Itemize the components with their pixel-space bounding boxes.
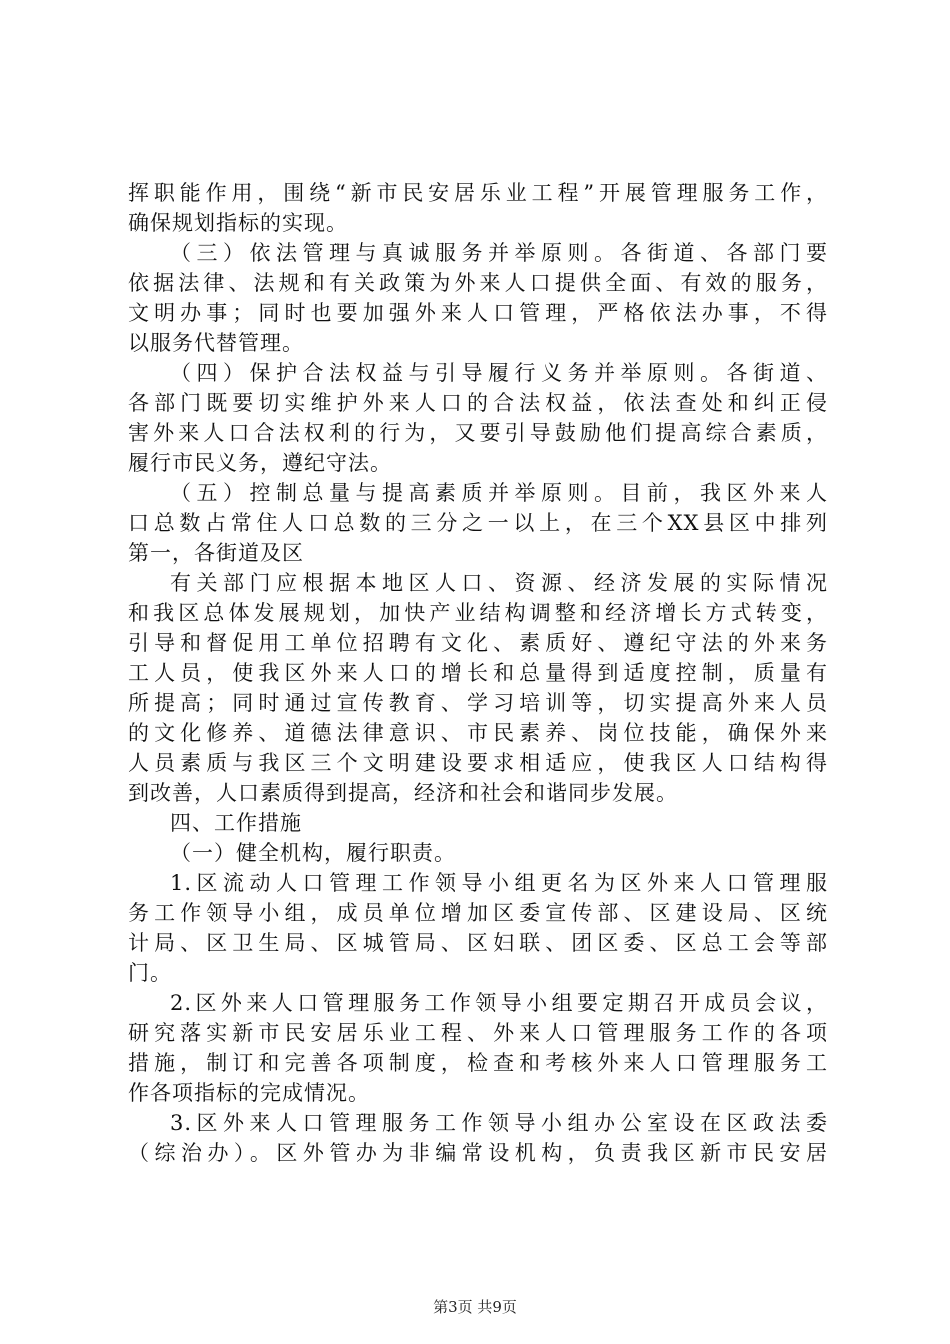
text-line: 引导和督促用工单位招聘有文化、素质好、遵纪守法的外来务 [128,631,828,655]
text-line: 有关部门应根据本地区人口、资源、经济发展的实际情况 [170,571,828,595]
text-line: 履行市民义务，遵纪守法。 [128,451,392,475]
text-line: 以服务代替管理。 [128,331,304,355]
text-line: （五）控制总量与提高素质并举原则。目前，我区外来人 [170,481,828,505]
text-line: 文明办事；同时也要加强外来人口管理，严格依法办事，不得 [128,301,828,325]
text-line: 作各项指标的完成情况。 [128,1081,370,1105]
text-line: 务工作领导小组，成员单位增加区委宣传部、区建设局、区统 [128,901,828,925]
text-line: 挥职能作用，围绕“新市民安居乐业工程”开展管理服务工作， [128,181,828,205]
text-line: 措施，制订和完善各项制度，检查和考核外来人口管理服务工 [128,1051,828,1075]
text-line: 所提高；同时通过宣传教育、学习培训等，切实提高外来人员 [128,691,828,715]
text-line: 研究落实新市民安居乐业工程、外来人口管理服务工作的各项 [128,1021,828,1045]
text-line: （三）依法管理与真诚服务并举原则。各街道、各部门要 [170,241,828,265]
text-line: （四）保护合法权益与引导履行义务并举原则。各街道、 [170,361,828,385]
text-line: 2.区外来人口管理服务工作领导小组要定期召开成员会议， [170,991,828,1015]
text-line: 第一，各街道及区 [128,541,304,565]
text-line: 人员素质与我区三个文明建设要求相适应，使我区人口结构得 [128,751,828,775]
text-line: 计局、区卫生局、区城管局、区妇联、团区委、区总工会等部 [128,931,828,955]
text-line: 工人员，使我区外来人口的增长和总量得到适度控制，质量有 [128,661,828,685]
text-line: 1.区流动人口管理工作领导小组更名为区外来人口管理服 [170,871,828,895]
text-line: 害外来人口合法权利的行为，又要引导鼓励他们提高综合素质， [128,421,828,445]
text-line: 的文化修养、道德法律意识、市民素养、岗位技能，确保外来 [128,721,828,745]
text-line: （综治办）。区外管办为非编常设机构，负责我区新市民安居 [128,1141,828,1165]
section-heading: 四、工作措施 [170,811,302,835]
text-line: 依据法律、法规和有关政策为外来人口提供全面、有效的服务， [128,271,828,295]
text-line: 门。 [128,961,172,985]
text-line: 3.区外来人口管理服务工作领导小组办公室设在区政法委 [170,1111,828,1135]
page-number-footer: 第3页 共9页 [433,1298,517,1316]
text-line: 到改善，人口素质得到提高，经济和社会和谐同步发展。 [128,781,678,805]
text-line: 确保规划指标的实现。 [128,211,348,235]
text-line: 各部门既要切实维护外来人口的合法权益，依法查处和纠正侵 [128,391,828,415]
text-line: 口总数占常住人口总数的三分之一以上，在三个XX县区中排列 [128,511,828,535]
subsection-heading: （一）健全机构，履行职责。 [170,841,456,865]
text-line: 和我区总体发展规划，加快产业结构调整和经济增长方式转变， [128,601,828,625]
